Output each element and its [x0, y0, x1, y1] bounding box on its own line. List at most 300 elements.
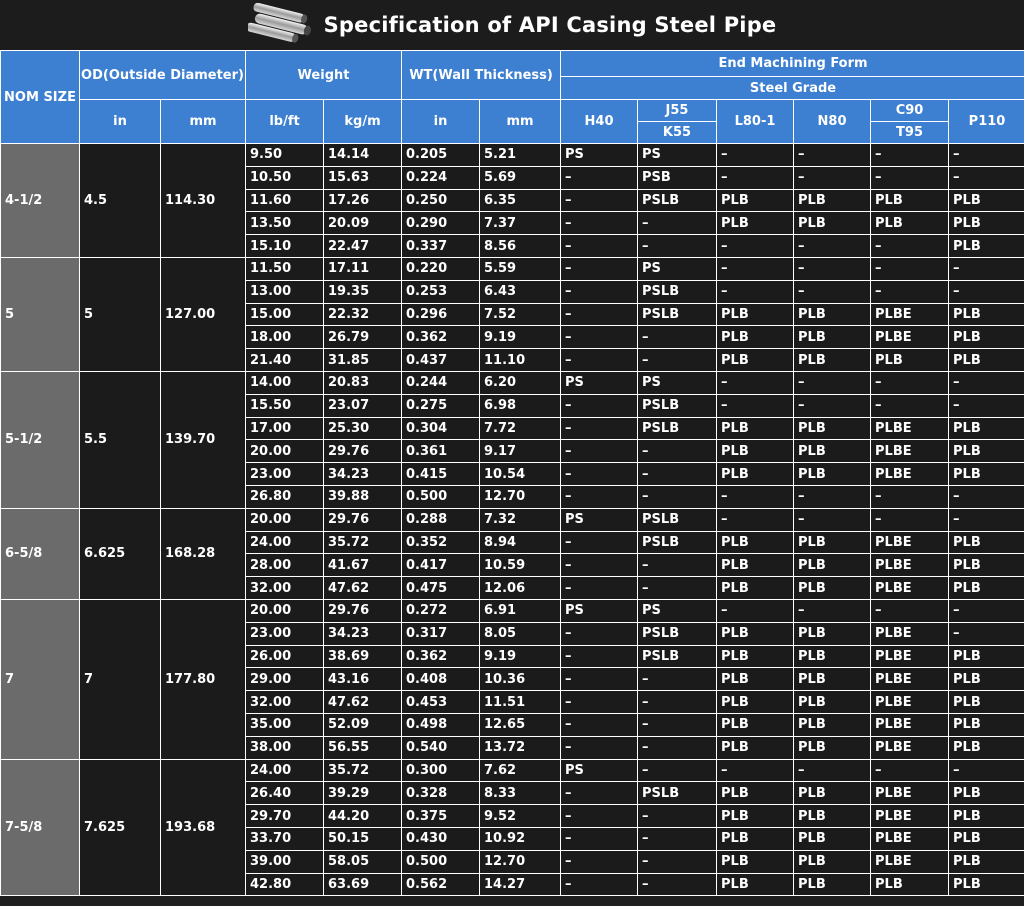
l80-cell: PLB — [717, 736, 794, 759]
j55-k55-cell: PSLB — [638, 417, 717, 440]
p110-cell: PLB — [949, 850, 1024, 873]
weight-kgm-cell: 29.76 — [324, 599, 402, 622]
p110-cell: PLB — [949, 691, 1024, 714]
table-row — [1, 257, 1024, 280]
wt-mm-cell: 12.70 — [480, 850, 561, 873]
n80-cell: PLB — [794, 554, 871, 577]
l80-cell: PLB — [717, 805, 794, 828]
header-od-mm: mm — [161, 100, 246, 144]
p110-cell: PLB — [949, 531, 1024, 554]
p110-cell: PLB — [949, 827, 1024, 850]
p110-cell: PLB — [949, 303, 1024, 326]
n80-cell: – — [794, 371, 871, 394]
wt-in-cell: 0.300 — [402, 759, 480, 782]
weight-lbft-cell: 20.00 — [246, 440, 324, 463]
od-mm-cell: 193.68 — [161, 759, 246, 896]
wt-mm-cell: 10.59 — [480, 554, 561, 577]
n80-cell: PLB — [794, 645, 871, 668]
od-mm-cell: 177.80 — [161, 599, 246, 759]
weight-lbft-cell: 13.50 — [246, 212, 324, 235]
n80-cell: – — [794, 144, 871, 167]
c90-t95-cell: PLBE — [871, 668, 949, 691]
n80-cell: – — [794, 485, 871, 508]
c90-t95-cell: PLBE — [871, 736, 949, 759]
weight-lbft-cell: 11.50 — [246, 257, 324, 280]
l80-cell: PLB — [717, 463, 794, 486]
j55-k55-cell: PSLB — [638, 508, 717, 531]
h40-cell: – — [561, 235, 638, 258]
h40-cell: – — [561, 440, 638, 463]
weight-kgm-cell: 22.32 — [324, 303, 402, 326]
h40-cell: – — [561, 827, 638, 850]
weight-kgm-cell: 50.15 — [324, 827, 402, 850]
weight-kgm-cell: 41.67 — [324, 554, 402, 577]
l80-cell: PLB — [717, 691, 794, 714]
n80-cell: PLB — [794, 303, 871, 326]
n80-cell: – — [794, 759, 871, 782]
weight-kgm-cell: 17.11 — [324, 257, 402, 280]
wt-mm-cell: 8.56 — [480, 235, 561, 258]
p110-cell: PLB — [949, 805, 1024, 828]
weight-lbft-cell: 29.70 — [246, 805, 324, 828]
n80-cell: PLB — [794, 668, 871, 691]
l80-cell: PLB — [717, 645, 794, 668]
grade-n80: N80 — [794, 100, 871, 144]
c90-t95-cell: PLBE — [871, 531, 949, 554]
j55-k55-cell: PSLB — [638, 645, 717, 668]
weight-kgm-cell: 31.85 — [324, 349, 402, 372]
weight-kgm-cell: 44.20 — [324, 805, 402, 828]
page-title: Specification of API Casing Steel Pipe — [323, 13, 777, 37]
c90-t95-cell: – — [871, 599, 949, 622]
weight-kgm-cell: 17.26 — [324, 189, 402, 212]
table-row — [1, 599, 1024, 622]
l80-cell: PLB — [717, 873, 794, 896]
weight-lbft-cell: 9.50 — [246, 144, 324, 167]
p110-cell: PLB — [949, 235, 1024, 258]
table-header — [1, 51, 1024, 144]
l80-cell: – — [717, 394, 794, 417]
table-row — [1, 144, 1024, 167]
wt-in-cell: 0.437 — [402, 349, 480, 372]
c90-t95-cell: – — [871, 371, 949, 394]
c90-t95-cell: – — [871, 508, 949, 531]
wt-in-cell: 0.562 — [402, 873, 480, 896]
c90-t95-cell: PLBE — [871, 850, 949, 873]
n80-cell: PLB — [794, 349, 871, 372]
od-in-cell: 6.625 — [80, 508, 161, 599]
h40-cell: – — [561, 713, 638, 736]
wt-mm-cell: 7.52 — [480, 303, 561, 326]
j55-k55-cell: PS — [638, 257, 717, 280]
p110-cell: – — [949, 394, 1024, 417]
n80-cell: – — [794, 166, 871, 189]
weight-kgm-cell: 34.23 — [324, 622, 402, 645]
wt-in-cell: 0.498 — [402, 713, 480, 736]
c90-t95-cell: PLB — [871, 349, 949, 372]
weight-lbft-cell: 39.00 — [246, 850, 324, 873]
weight-lbft-cell: 26.00 — [246, 645, 324, 668]
weight-lbft-cell: 13.00 — [246, 280, 324, 303]
weight-lbft-cell: 29.00 — [246, 668, 324, 691]
wt-mm-cell: 13.72 — [480, 736, 561, 759]
wt-mm-cell: 5.69 — [480, 166, 561, 189]
h40-cell: – — [561, 736, 638, 759]
c90-t95-cell: PLBE — [871, 782, 949, 805]
h40-cell: – — [561, 782, 638, 805]
wt-in-cell: 0.453 — [402, 691, 480, 714]
h40-cell: – — [561, 668, 638, 691]
grade-l80-1: L80-1 — [717, 100, 794, 144]
wt-mm-cell: 6.20 — [480, 371, 561, 394]
j55-k55-cell: – — [638, 850, 717, 873]
wt-in-cell: 0.250 — [402, 189, 480, 212]
weight-lbft-cell: 18.00 — [246, 326, 324, 349]
n80-cell: PLB — [794, 531, 871, 554]
p110-cell: – — [949, 371, 1024, 394]
l80-cell: PLB — [717, 531, 794, 554]
j55-k55-cell: PSLB — [638, 782, 717, 805]
header-wt-in: in — [402, 100, 480, 144]
grade-k55: K55 — [638, 122, 717, 144]
p110-cell: PLB — [949, 326, 1024, 349]
c90-t95-cell: PLBE — [871, 691, 949, 714]
l80-cell: PLB — [717, 713, 794, 736]
od-mm-cell: 139.70 — [161, 371, 246, 508]
wt-in-cell: 0.500 — [402, 485, 480, 508]
h40-cell: – — [561, 326, 638, 349]
wt-in-cell: 0.205 — [402, 144, 480, 167]
wt-mm-cell: 14.27 — [480, 873, 561, 896]
l80-cell: PLB — [717, 212, 794, 235]
grade-c90: C90 — [871, 100, 949, 122]
header-steel-grade: Steel Grade — [561, 77, 1024, 100]
weight-kgm-cell: 47.62 — [324, 577, 402, 600]
weight-kgm-cell: 25.30 — [324, 417, 402, 440]
n80-cell: PLB — [794, 622, 871, 645]
wt-in-cell: 0.375 — [402, 805, 480, 828]
h40-cell: – — [561, 257, 638, 280]
p110-cell: PLB — [949, 873, 1024, 896]
weight-lbft-cell: 35.00 — [246, 713, 324, 736]
c90-t95-cell: PLBE — [871, 463, 949, 486]
h40-cell: – — [561, 189, 638, 212]
n80-cell: – — [794, 235, 871, 258]
weight-kgm-cell: 15.63 — [324, 166, 402, 189]
nom-size-cell: 4-1/2 — [1, 144, 80, 258]
weight-kgm-cell: 52.09 — [324, 713, 402, 736]
od-in-cell: 7 — [80, 599, 161, 759]
l80-cell: PLB — [717, 577, 794, 600]
od-mm-cell: 114.30 — [161, 144, 246, 258]
n80-cell: PLB — [794, 463, 871, 486]
c90-t95-cell: – — [871, 394, 949, 417]
wt-mm-cell: 12.65 — [480, 713, 561, 736]
table-row — [1, 371, 1024, 394]
l80-cell: PLB — [717, 417, 794, 440]
weight-lbft-cell: 14.00 — [246, 371, 324, 394]
h40-cell: – — [561, 805, 638, 828]
l80-cell: – — [717, 166, 794, 189]
l80-cell: PLB — [717, 622, 794, 645]
h40-cell: – — [561, 212, 638, 235]
wt-in-cell: 0.317 — [402, 622, 480, 645]
weight-lbft-cell: 11.60 — [246, 189, 324, 212]
casing-spec-table — [0, 50, 1024, 896]
l80-cell: – — [717, 485, 794, 508]
n80-cell: PLB — [794, 805, 871, 828]
wt-in-cell: 0.288 — [402, 508, 480, 531]
weight-kgm-cell: 43.16 — [324, 668, 402, 691]
j55-k55-cell: PSLB — [638, 394, 717, 417]
header-end-machining: End Machining Form — [561, 51, 1024, 77]
wt-mm-cell: 6.91 — [480, 599, 561, 622]
weight-kgm-cell: 47.62 — [324, 691, 402, 714]
l80-cell: PLB — [717, 668, 794, 691]
grade-p110: P110 — [949, 100, 1024, 144]
p110-cell: PLB — [949, 645, 1024, 668]
grade-h40: H40 — [561, 100, 638, 144]
wt-in-cell: 0.304 — [402, 417, 480, 440]
weight-lbft-cell: 33.70 — [246, 827, 324, 850]
n80-cell: PLB — [794, 736, 871, 759]
j55-k55-cell: PSLB — [638, 189, 717, 212]
n80-cell: PLB — [794, 189, 871, 212]
j55-k55-cell: – — [638, 827, 717, 850]
wt-mm-cell: 8.05 — [480, 622, 561, 645]
od-in-cell: 7.625 — [80, 759, 161, 896]
p110-cell: PLB — [949, 577, 1024, 600]
n80-cell: PLB — [794, 827, 871, 850]
n80-cell: PLB — [794, 326, 871, 349]
c90-t95-cell: – — [871, 166, 949, 189]
h40-cell: – — [561, 873, 638, 896]
nom-size-cell: 7-5/8 — [1, 759, 80, 896]
wt-in-cell: 0.362 — [402, 645, 480, 668]
p110-cell: PLB — [949, 440, 1024, 463]
nom-size-cell: 6-5/8 — [1, 508, 80, 599]
od-in-cell: 4.5 — [80, 144, 161, 258]
wt-mm-cell: 10.54 — [480, 463, 561, 486]
j55-k55-cell: – — [638, 463, 717, 486]
header-wt: WT(Wall Thickness) — [402, 51, 561, 100]
weight-kgm-cell: 56.55 — [324, 736, 402, 759]
wt-mm-cell: 6.98 — [480, 394, 561, 417]
weight-kgm-cell: 22.47 — [324, 235, 402, 258]
l80-cell: PLB — [717, 782, 794, 805]
od-mm-cell: 127.00 — [161, 257, 246, 371]
h40-cell: PS — [561, 371, 638, 394]
h40-cell: – — [561, 554, 638, 577]
weight-kgm-cell: 63.69 — [324, 873, 402, 896]
weight-kgm-cell: 35.72 — [324, 759, 402, 782]
c90-t95-cell: – — [871, 144, 949, 167]
n80-cell: PLB — [794, 417, 871, 440]
weight-lbft-cell: 28.00 — [246, 554, 324, 577]
j55-k55-cell: – — [638, 691, 717, 714]
n80-cell: PLB — [794, 782, 871, 805]
wt-mm-cell: 9.17 — [480, 440, 561, 463]
j55-k55-cell: – — [638, 212, 717, 235]
wt-mm-cell: 5.21 — [480, 144, 561, 167]
weight-kgm-cell: 35.72 — [324, 531, 402, 554]
l80-cell: – — [717, 599, 794, 622]
weight-lbft-cell: 23.00 — [246, 463, 324, 486]
p110-cell: – — [949, 508, 1024, 531]
od-in-cell: 5.5 — [80, 371, 161, 508]
j55-k55-cell: – — [638, 759, 717, 782]
l80-cell: PLB — [717, 189, 794, 212]
p110-cell: PLB — [949, 189, 1024, 212]
n80-cell: – — [794, 280, 871, 303]
n80-cell: PLB — [794, 691, 871, 714]
wt-in-cell: 0.415 — [402, 463, 480, 486]
nom-size-cell: 5-1/2 — [1, 371, 80, 508]
n80-cell: PLB — [794, 713, 871, 736]
p110-cell: – — [949, 759, 1024, 782]
header-nom-size: NOM SIZE — [1, 51, 80, 144]
weight-lbft-cell: 20.00 — [246, 508, 324, 531]
wt-in-cell: 0.352 — [402, 531, 480, 554]
l80-cell: PLB — [717, 554, 794, 577]
j55-k55-cell: – — [638, 235, 717, 258]
j55-k55-cell: PS — [638, 144, 717, 167]
h40-cell: – — [561, 622, 638, 645]
p110-cell: PLB — [949, 668, 1024, 691]
l80-cell: PLB — [717, 440, 794, 463]
weight-kgm-cell: 39.88 — [324, 485, 402, 508]
h40-cell: – — [561, 303, 638, 326]
j55-k55-cell: – — [638, 668, 717, 691]
c90-t95-cell: PLBE — [871, 554, 949, 577]
p110-cell: PLB — [949, 463, 1024, 486]
weight-lbft-cell: 32.00 — [246, 691, 324, 714]
h40-cell: – — [561, 166, 638, 189]
j55-k55-cell: PSLB — [638, 280, 717, 303]
h40-cell: – — [561, 417, 638, 440]
wt-in-cell: 0.224 — [402, 166, 480, 189]
h40-cell: – — [561, 280, 638, 303]
j55-k55-cell: – — [638, 805, 717, 828]
steel-pipe-icon — [248, 3, 314, 47]
l80-cell: PLB — [717, 326, 794, 349]
wt-in-cell: 0.296 — [402, 303, 480, 326]
weight-kgm-cell: 14.14 — [324, 144, 402, 167]
weight-lbft-cell: 20.00 — [246, 599, 324, 622]
c90-t95-cell: PLBE — [871, 827, 949, 850]
c90-t95-cell: PLBE — [871, 713, 949, 736]
c90-t95-cell: PLBE — [871, 645, 949, 668]
wt-mm-cell: 9.19 — [480, 326, 561, 349]
p110-cell: PLB — [949, 782, 1024, 805]
p110-cell: – — [949, 622, 1024, 645]
l80-cell: – — [717, 508, 794, 531]
weight-lbft-cell: 23.00 — [246, 622, 324, 645]
l80-cell: PLB — [717, 827, 794, 850]
p110-cell: – — [949, 280, 1024, 303]
h40-cell: – — [561, 531, 638, 554]
h40-cell: – — [561, 463, 638, 486]
c90-t95-cell: – — [871, 485, 949, 508]
grade-t95: T95 — [871, 122, 949, 144]
p110-cell: – — [949, 166, 1024, 189]
table-row — [1, 508, 1024, 531]
p110-cell: – — [949, 485, 1024, 508]
wt-mm-cell: 12.70 — [480, 485, 561, 508]
wt-in-cell: 0.272 — [402, 599, 480, 622]
n80-cell: – — [794, 394, 871, 417]
wt-in-cell: 0.337 — [402, 235, 480, 258]
header-od: OD(Outside Diameter) — [80, 51, 246, 100]
c90-t95-cell: PLBE — [871, 805, 949, 828]
weight-lbft-cell: 32.00 — [246, 577, 324, 600]
l80-cell: – — [717, 759, 794, 782]
h40-cell: PS — [561, 144, 638, 167]
wt-in-cell: 0.540 — [402, 736, 480, 759]
c90-t95-cell: – — [871, 280, 949, 303]
header-wt-mm: mm — [480, 100, 561, 144]
weight-kgm-cell: 23.07 — [324, 394, 402, 417]
j55-k55-cell: – — [638, 554, 717, 577]
weight-kgm-cell: 58.05 — [324, 850, 402, 873]
h40-cell: PS — [561, 508, 638, 531]
weight-kgm-cell: 38.69 — [324, 645, 402, 668]
l80-cell: – — [717, 257, 794, 280]
c90-t95-cell: PLBE — [871, 577, 949, 600]
wt-in-cell: 0.220 — [402, 257, 480, 280]
c90-t95-cell: PLB — [871, 873, 949, 896]
wt-in-cell: 0.253 — [402, 280, 480, 303]
l80-cell: PLB — [717, 850, 794, 873]
wt-in-cell: 0.430 — [402, 827, 480, 850]
h40-cell: – — [561, 394, 638, 417]
weight-lbft-cell: 26.40 — [246, 782, 324, 805]
j55-k55-cell: – — [638, 713, 717, 736]
n80-cell: – — [794, 508, 871, 531]
wt-mm-cell: 8.94 — [480, 531, 561, 554]
od-mm-cell: 168.28 — [161, 508, 246, 599]
weight-lbft-cell: 15.00 — [246, 303, 324, 326]
h40-cell: PS — [561, 599, 638, 622]
l80-cell: – — [717, 235, 794, 258]
wt-mm-cell: 11.10 — [480, 349, 561, 372]
c90-t95-cell: PLB — [871, 212, 949, 235]
n80-cell: PLB — [794, 873, 871, 896]
p110-cell: PLB — [949, 736, 1024, 759]
wt-in-cell: 0.290 — [402, 212, 480, 235]
n80-cell: PLB — [794, 440, 871, 463]
grade-j55: J55 — [638, 100, 717, 122]
weight-kgm-cell: 29.76 — [324, 508, 402, 531]
wt-in-cell: 0.408 — [402, 668, 480, 691]
j55-k55-cell: – — [638, 873, 717, 896]
p110-cell: PLB — [949, 713, 1024, 736]
header-weight: Weight — [246, 51, 402, 100]
weight-lbft-cell: 24.00 — [246, 531, 324, 554]
wt-in-cell: 0.244 — [402, 371, 480, 394]
wt-mm-cell: 7.62 — [480, 759, 561, 782]
wt-mm-cell: 11.51 — [480, 691, 561, 714]
c90-t95-cell: – — [871, 235, 949, 258]
h40-cell: – — [561, 485, 638, 508]
h40-cell: – — [561, 850, 638, 873]
h40-cell: – — [561, 691, 638, 714]
wt-in-cell: 0.500 — [402, 850, 480, 873]
p110-cell: – — [949, 599, 1024, 622]
weight-kgm-cell: 29.76 — [324, 440, 402, 463]
wt-in-cell: 0.417 — [402, 554, 480, 577]
j55-k55-cell: PSLB — [638, 622, 717, 645]
